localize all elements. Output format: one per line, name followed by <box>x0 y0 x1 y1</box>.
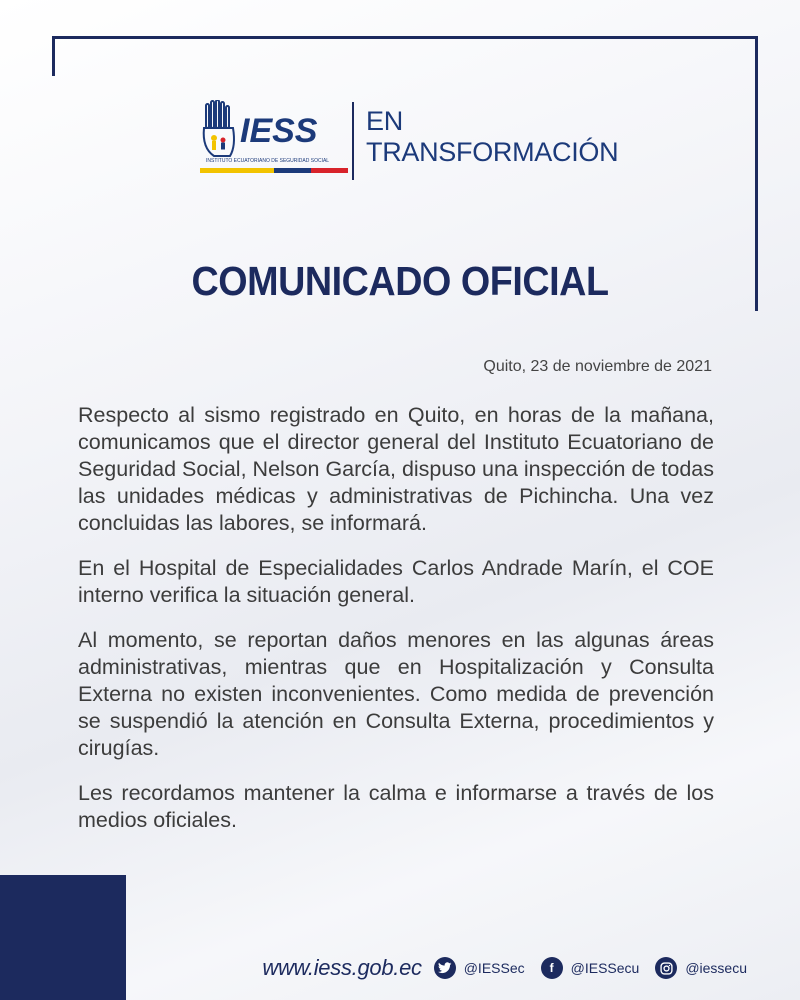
frame-top-line <box>52 36 758 39</box>
slogan-line-2: TRANSFORMACIÓN <box>366 137 619 167</box>
twitter-icon[interactable] <box>434 957 456 979</box>
slogan-line-1: EN <box>366 106 403 136</box>
corner-decoration <box>0 875 126 1000</box>
slogan <box>366 106 618 168</box>
flag-stripe <box>200 168 348 173</box>
iess-logo <box>200 100 620 190</box>
svg-text:INSTITUTO ECUATORIANO DE SEGUR: INSTITUTO ECUATORIANO DE SEGURIDAD SOCIAL <box>206 158 330 164</box>
facebook-handle[interactable]: @IESSecu <box>570 960 640 976</box>
paragraph-3: Al momento, se reportan daños menores en las algunas áreas administrativas, mientras que en Hospitalización y Consulta Externa no existen inconvenientes. Como medida de prevención se suspendió la atención en Consulta Externa, procedimientos y cirugías. <box>78 628 714 760</box>
statement-body <box>78 402 714 852</box>
facebook-icon[interactable]: f <box>541 957 563 979</box>
page-title: COMUNICADO OFICIAL <box>191 258 609 304</box>
frame-left-line <box>52 36 55 76</box>
iess-logo-mark <box>200 100 348 170</box>
logo-divider <box>352 102 354 180</box>
website-link[interactable]: www.iess.gob.ec <box>262 955 422 980</box>
date-line: Quito, 23 de noviembre de 2021 <box>483 358 712 375</box>
instagram-handle[interactable]: @iessecu <box>685 960 747 976</box>
paragraph-4: Les recordamos mantener la calma e informarse a través de los medios oficiales. <box>78 781 714 832</box>
instagram-icon[interactable] <box>655 957 677 979</box>
paragraph-2: En el Hospital de Especialidades Carlos Andrade Marín, el COE interno verifica la situación general. <box>78 556 714 607</box>
footer-contacts <box>262 955 755 981</box>
paragraph-1: Respecto al sismo registrado en Quito, en horas de la mañana, comunicamos que el director general del Instituto Ecuatoriano de Seguridad Social, Nelson García, dispuso una inspección de todas las unidades médicas y administrativas de Pichincha. Una vez concluidas las labores, se informará. <box>78 403 714 535</box>
twitter-handle[interactable]: @IESSec <box>463 960 525 976</box>
svg-text:IESS: IESS <box>240 112 318 150</box>
